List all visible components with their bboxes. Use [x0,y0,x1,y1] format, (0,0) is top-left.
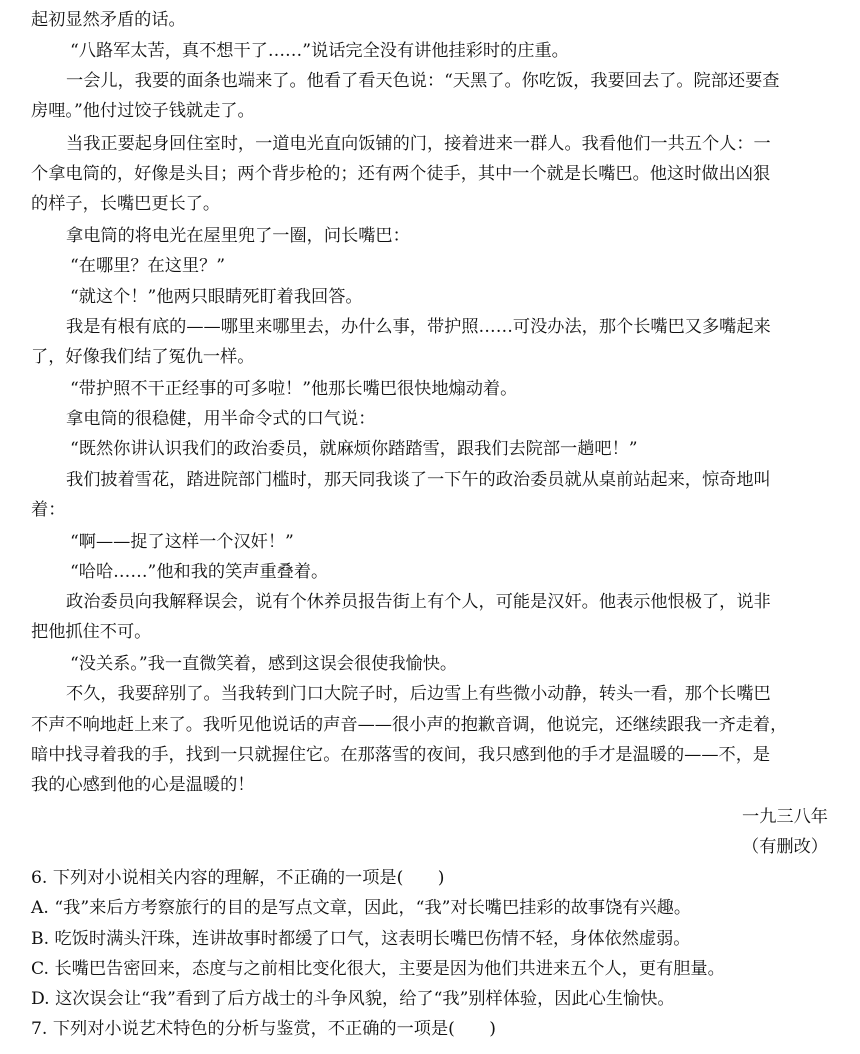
story-line: 一会儿，我要的面条也端来了。他看了看天色说：“天黑了。你吃饭，我要回去了。院部还要查 [66,71,780,91]
story-line: 政治委员向我解释误会，说有个休养员报告街上有个人，可能是汉奸。他表示他恨极了，说非 [66,592,771,612]
story-line: “八路军太苦，真不想干了……”说话完全没有讲他挂彩时的庄重。 [70,41,569,61]
story-line: “啊——捉了这样一个汉奸！” [70,532,294,552]
story-date: 一九三八年 [742,807,828,827]
story-line: “既然你讲认识我们的政治委员，就麻烦你踏踏雪，跟我们去院部一趟吧！” [70,439,638,459]
question-6-option-b: B. 吃饭时满头汗珠，连讲故事时都缓了口气，这表明长嘴巴伤情不轻，身体依然虚弱。 [31,929,691,949]
story-line: 个拿电筒的，好像是头目；两个背步枪的；还有两个徒手，其中一个就是长嘴巴。他这时做出凶狠 [31,164,771,184]
story-line: 不声不响地赶上来了。我听见他说话的声音——很小声的抱歉音调，他说完，还继续跟我一齐走着， [31,715,788,735]
story-line: 把他抓住不可。 [31,622,152,642]
story-line: 不久，我要辞别了。当我转到门口大院子时，后边雪上有些微小动静，转头一看，那个长嘴巴 [66,684,771,704]
story-line: 了，好像我们结了冤仇一样。 [31,347,255,367]
story-line: 我们披着雪花，踏进院部门槛时，那天同我谈了一下午的政治委员就从桌前站起来，惊奇地叫 [66,470,771,490]
story-line: “哈哈……”他和我的笑声重叠着。 [70,562,329,582]
story-line: “在哪里？在这里？” [70,256,226,276]
story-source-note: （有删改） [742,837,828,857]
story-line: 暗中找寻着我的手，找到一只就握住它。在那落雪的夜间，我只感到他的手才是温暖的——不，是 [31,745,771,765]
question-7-stem: 7. 下列对小说艺术特色的分析与鉴赏，不正确的一项是( ) [31,1019,496,1039]
story-line: 着： [31,500,66,520]
story-line: “带护照不干正经事的可多啦！”他那长嘴巴很快地煽动着。 [70,379,518,399]
story-line: 房哩。”他付过饺子钱就走了。 [31,101,255,121]
story-line: 当我正要起身回住室时，一道电光直向饭铺的门，接着进来一群人。我看他们一共五个人：一 [66,134,771,154]
story-line: “没关系。”我一直微笑着，感到这误会很使我愉快。 [70,654,458,674]
story-line: 的样子，长嘴巴更长了。 [31,194,221,214]
story-line: 拿电筒的将电光在屋里兜了一圈，问长嘴巴： [66,226,410,246]
question-6-option-d: D. 这次误会让“我”看到了后方战士的斗争风貌，给了“我”别样体验，因此心生愉快。 [31,989,675,1009]
question-6-option-c: C. 长嘴巴告密回来，态度与之前相比变化很大，主要是因为他们共进来五个人，更有胆量。 [31,959,725,979]
question-6-stem: 6. 下列对小说相关内容的理解，不正确的一项是( ) [31,868,445,888]
story-line: 拿电筒的很稳健，用半命令式的口气说： [66,409,376,429]
story-line: “就这个！”他两只眼睛死盯着我回答。 [70,287,363,307]
story-line: 我的心感到他的心是温暖的！ [31,775,255,795]
story-line: 我是有根有底的——哪里来哪里去，办什么事，带护照……可没办法，那个长嘴巴又多嘴起来 [66,317,771,337]
question-6-option-a: A. “我”来后方考察旅行的目的是写点文章，因此，“我”对长嘴巴挂彩的故事饶有兴趣。 [31,898,692,918]
story-line: 起初显然矛盾的话。 [31,10,186,30]
